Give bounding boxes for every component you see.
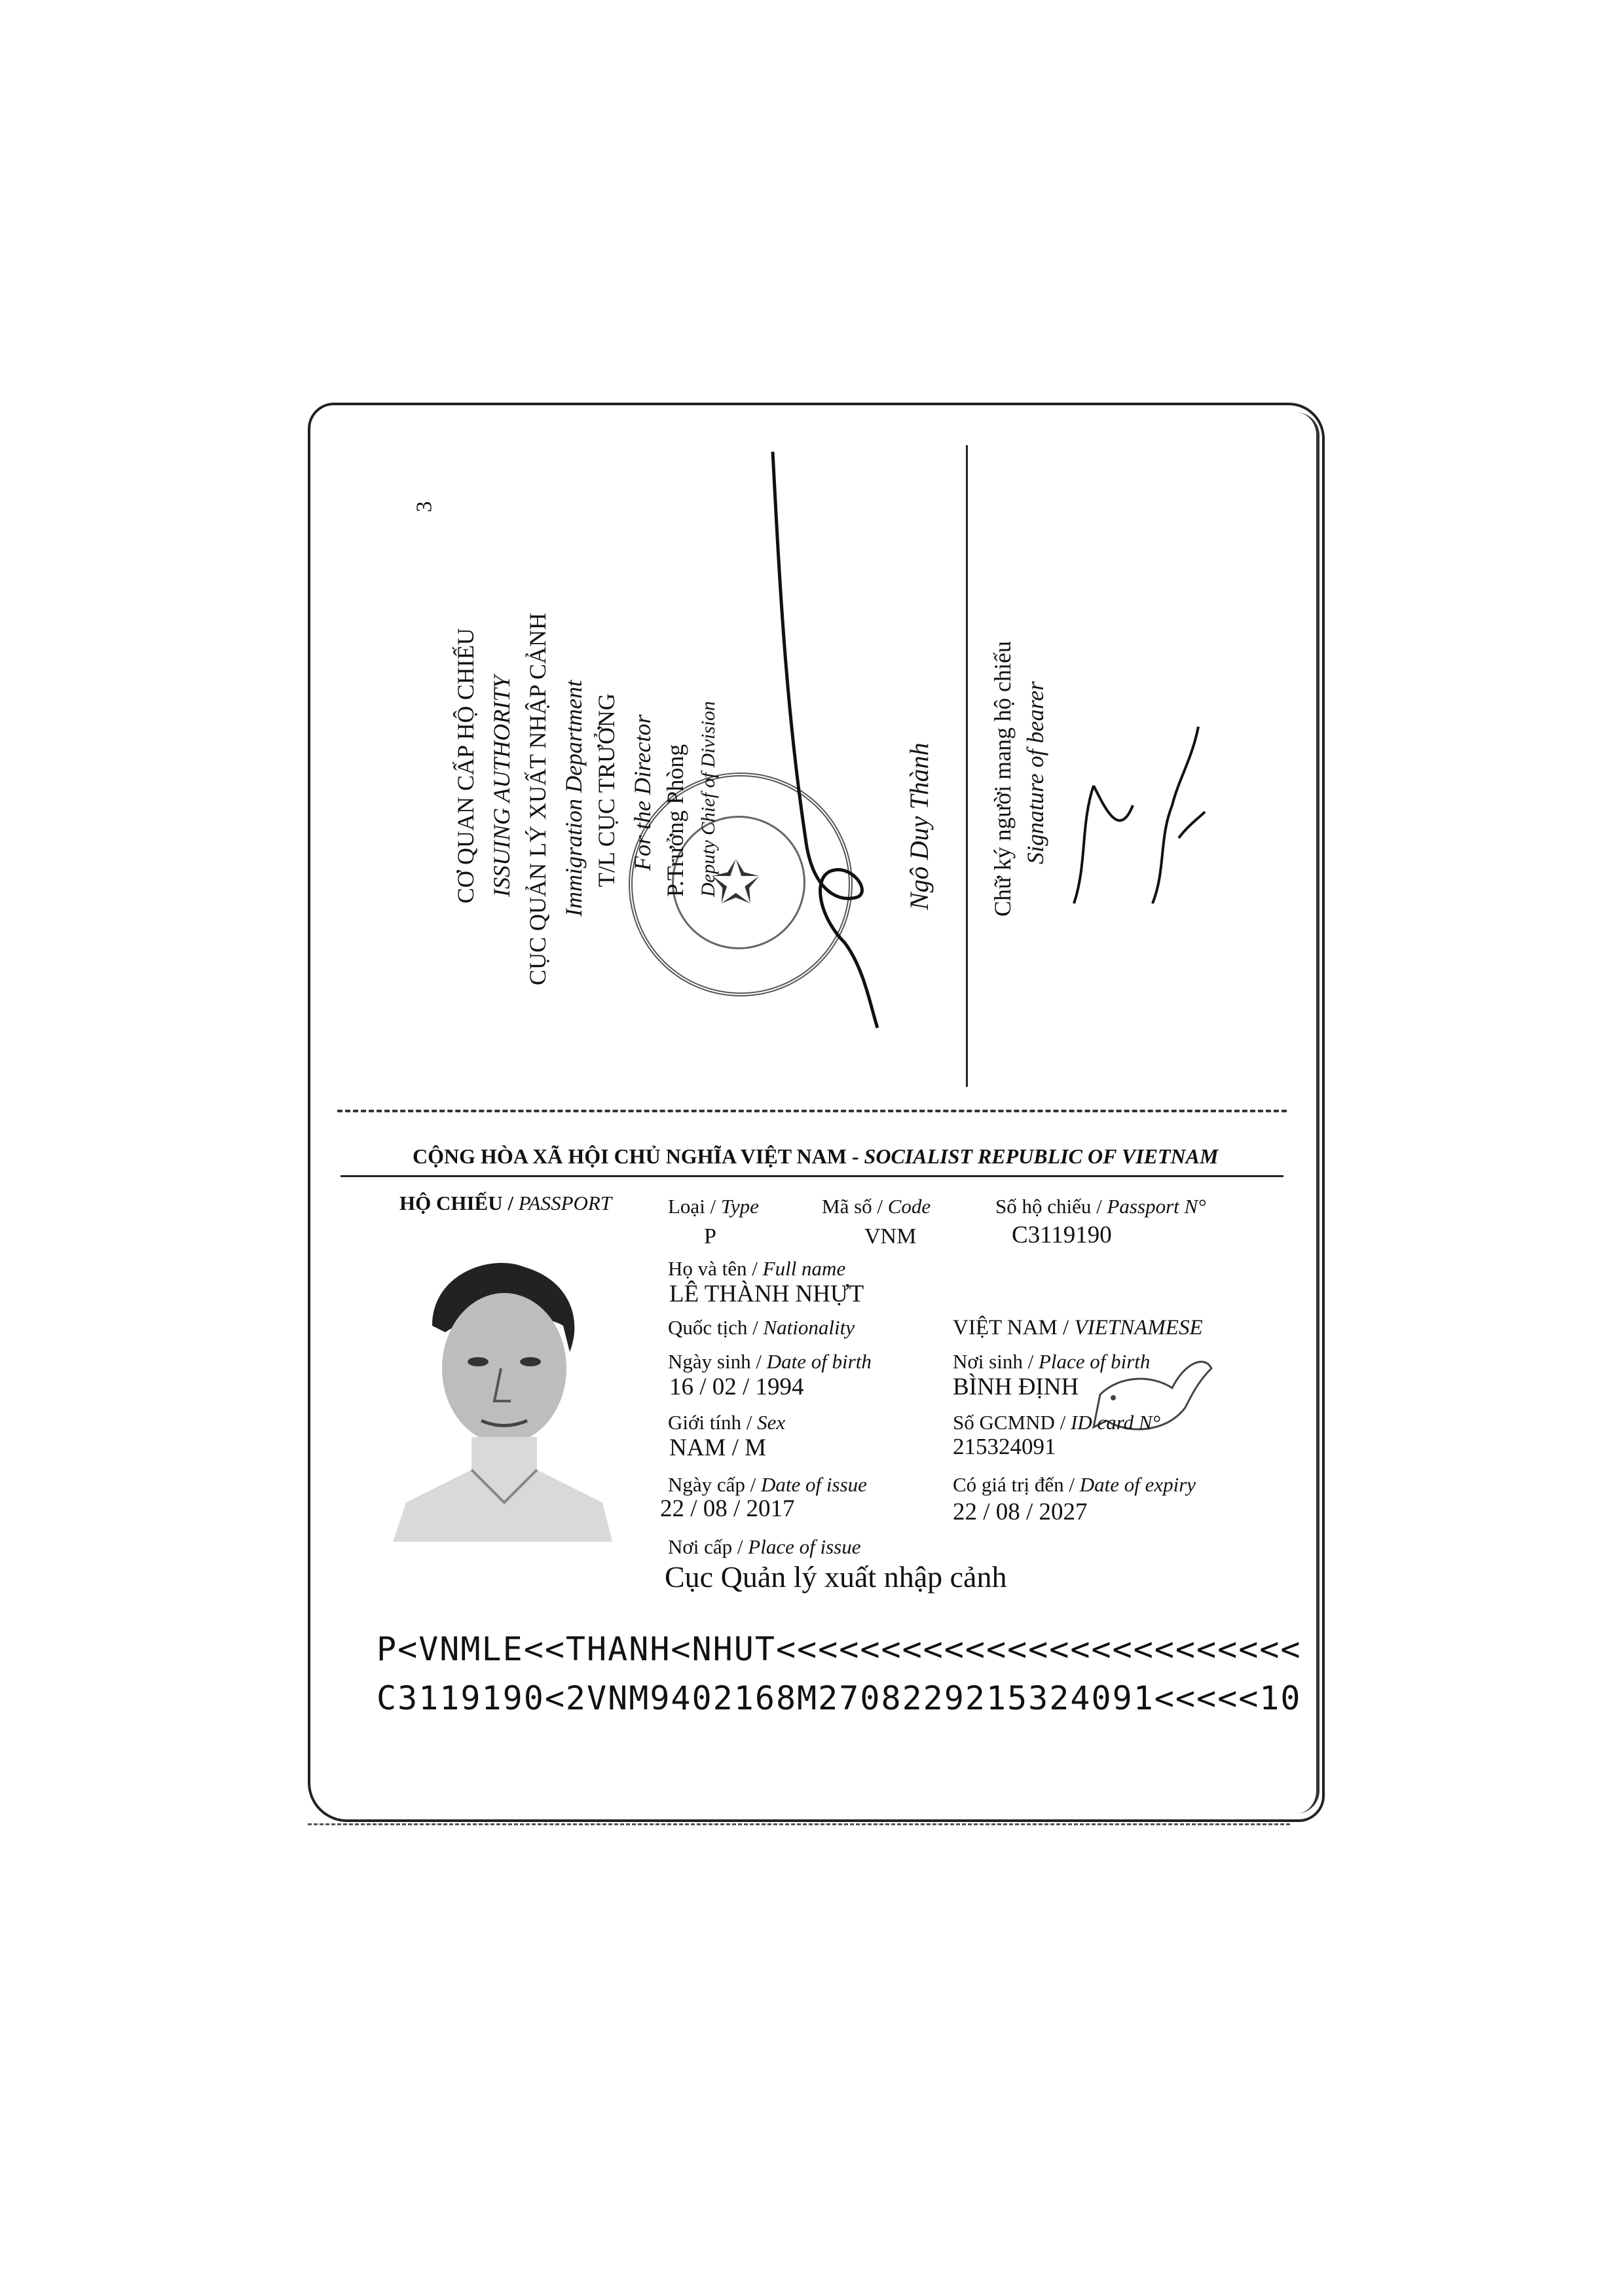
officer-name: Ngô Duy Thành bbox=[904, 742, 934, 910]
mrz-line-2: C3119190<2VNM9402168M2708229215324091<<<<<10 bbox=[377, 1679, 1302, 1717]
dove-watermark-icon bbox=[1087, 1336, 1218, 1453]
dob-label-en: Date of birth bbox=[766, 1350, 872, 1373]
pob-label-en: Place of birth bbox=[1038, 1350, 1151, 1373]
nationality-value-en: VIETNAMESE bbox=[1074, 1316, 1203, 1339]
doc-title-vn: HỘ CHIẾU / bbox=[399, 1192, 513, 1214]
id-label-en: ID card N° bbox=[1071, 1411, 1160, 1434]
code-label-en: Code bbox=[887, 1195, 931, 1218]
dob-label bbox=[668, 1350, 872, 1374]
poi-value: Cục Quản lý xuất nhập cảnh bbox=[665, 1560, 1007, 1594]
code-label bbox=[822, 1195, 931, 1218]
sex-label-vn: Giới tính / bbox=[668, 1411, 752, 1434]
doe-label bbox=[953, 1473, 1196, 1497]
type-label bbox=[668, 1195, 759, 1218]
type-label-en: Type bbox=[720, 1195, 759, 1218]
id-label bbox=[953, 1411, 1160, 1434]
seal-star-icon: ✩ bbox=[711, 851, 761, 916]
doi-label-vn: Ngày cấp / bbox=[668, 1473, 756, 1496]
sex-value: NAM / M bbox=[669, 1434, 767, 1461]
full-name-label bbox=[668, 1257, 845, 1281]
sex-label bbox=[668, 1411, 785, 1434]
doi-label bbox=[668, 1473, 867, 1497]
mrz-line-1: P<VNMLE<<THANH<NHUT<<<<<<<<<<<<<<<<<<<<<<<<< bbox=[377, 1630, 1302, 1668]
bearer-photo-portrait bbox=[393, 1254, 612, 1542]
id-label-vn: Số GCMND / bbox=[953, 1411, 1066, 1434]
signature-divider bbox=[966, 445, 968, 1087]
issuing-authority-label-vn: CƠ QUAN CẤP HỘ CHIẾU bbox=[452, 628, 479, 903]
deputy-title-en: Deputy Chief of Division bbox=[697, 701, 719, 897]
director-en: For the Director bbox=[629, 714, 655, 871]
doc-title-en: PASSPORT bbox=[518, 1192, 612, 1214]
nationality-label bbox=[668, 1316, 855, 1339]
bearer-signature bbox=[1048, 707, 1218, 917]
pob-label-vn: Nơi sinh / bbox=[953, 1350, 1034, 1373]
director-vn: T/L CỤC TRƯỞNG bbox=[593, 693, 619, 887]
issuing-authority-label-en: ISSUING AUTHORITY bbox=[489, 675, 515, 897]
id-value: 215324091 bbox=[953, 1434, 1056, 1459]
department-en: Immigration Department bbox=[561, 680, 587, 917]
passport-no-value: C3119190 bbox=[1012, 1222, 1112, 1248]
department-vn: CỤC QUẢN LÝ XUẤT NHẬP CẢNH bbox=[525, 612, 551, 985]
officer-signature bbox=[733, 445, 904, 1034]
pob-value: BÌNH ĐỊNH bbox=[953, 1374, 1079, 1400]
bottom-dashed-edge bbox=[308, 1823, 1290, 1825]
sex-label-en: Sex bbox=[757, 1411, 786, 1434]
type-label-vn: Loại / bbox=[668, 1195, 716, 1218]
country-header-vn: CỘNG HÒA XÃ HỘI CHỦ NGHĨA VIỆT NAM - bbox=[413, 1144, 859, 1168]
nationality-label-en: Nationality bbox=[763, 1316, 855, 1339]
code-value: VNM bbox=[864, 1224, 917, 1248]
passport-no-label-en: Passport N° bbox=[1107, 1195, 1206, 1218]
poi-label bbox=[668, 1535, 860, 1559]
poi-label-vn: Nơi cấp / bbox=[668, 1535, 743, 1558]
code-label-vn: Mã số / bbox=[822, 1195, 883, 1218]
dob-value: 16 / 02 / 1994 bbox=[669, 1374, 804, 1400]
passport-no-label bbox=[995, 1195, 1206, 1218]
page-fold-line bbox=[337, 1110, 1287, 1112]
bearer-photo bbox=[393, 1254, 612, 1542]
nationality-label-vn: Quốc tịch / bbox=[668, 1316, 758, 1339]
country-header-en: SOCIALIST REPUBLIC OF VIETNAM bbox=[864, 1144, 1219, 1168]
doc-title bbox=[399, 1192, 612, 1215]
poi-label-en: Place of issue bbox=[748, 1535, 861, 1558]
passport-frame-edge bbox=[1297, 412, 1320, 1813]
doe-label-en: Date of expiry bbox=[1079, 1473, 1196, 1496]
doi-value: 22 / 08 / 2017 bbox=[660, 1495, 795, 1522]
bearer-signature-label-vn: Chữ ký người mang hộ chiếu bbox=[989, 640, 1016, 917]
type-value: P bbox=[704, 1224, 716, 1248]
country-header bbox=[413, 1144, 1218, 1169]
page-number: 3 bbox=[412, 501, 437, 513]
full-name-label-vn: Họ và tên / bbox=[668, 1257, 758, 1280]
doi-label-en: Date of issue bbox=[761, 1473, 867, 1496]
nationality-value-vn: VIỆT NAM / bbox=[953, 1316, 1069, 1339]
dob-label-vn: Ngày sinh / bbox=[668, 1350, 762, 1373]
full-name-value: LÊ THÀNH NHỰT bbox=[669, 1281, 864, 1307]
deputy-title-vn: P.Trưởng Phòng bbox=[662, 744, 688, 897]
bearer-signature-label-en: Signature of bearer bbox=[1022, 681, 1048, 864]
doe-value: 22 / 08 / 2027 bbox=[953, 1499, 1088, 1525]
full-name-label-en: Full name bbox=[762, 1257, 846, 1280]
header-underline bbox=[341, 1175, 1283, 1177]
doe-label-vn: Có giá trị đến / bbox=[953, 1473, 1075, 1496]
passport-no-label-vn: Số hộ chiếu / bbox=[995, 1195, 1102, 1218]
